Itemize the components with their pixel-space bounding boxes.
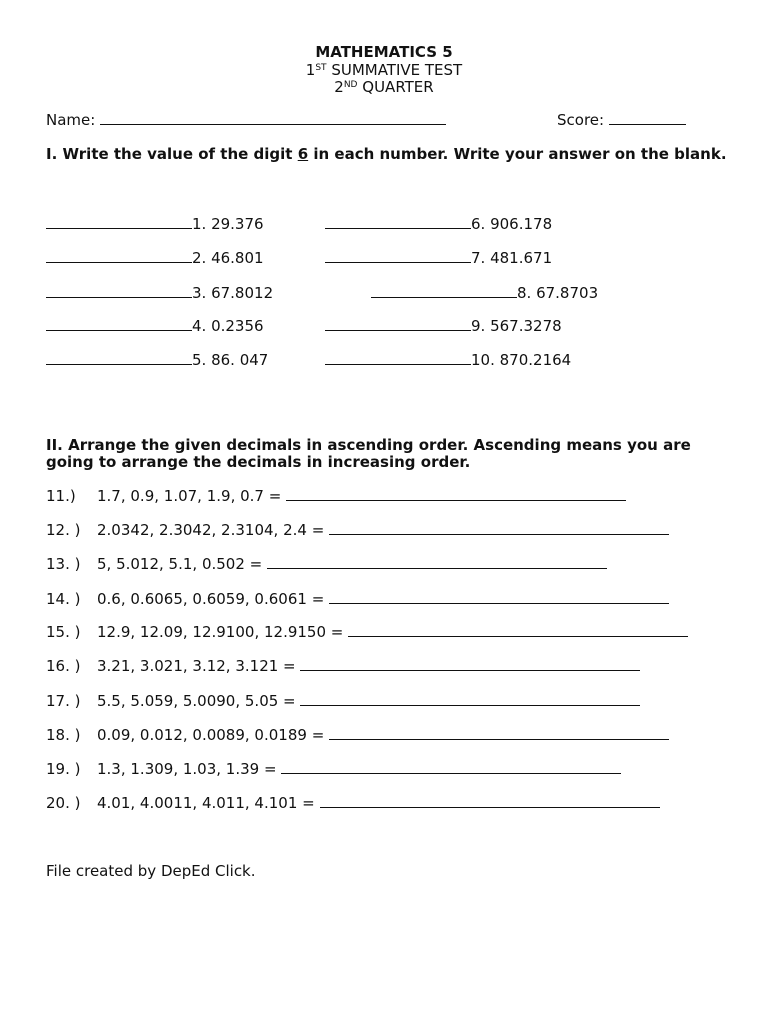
- answer-blank[interactable]: [300, 692, 640, 706]
- answer-blank[interactable]: [325, 351, 471, 365]
- part2-item[interactable]: 11.) 1.7, 0.9, 1.07, 1.9, 0.7 =: [46, 487, 626, 505]
- part2-item[interactable]: 18. ) 0.09, 0.012, 0.0089, 0.0189 =: [46, 726, 669, 744]
- target-digit: 6: [297, 145, 309, 163]
- part2-item[interactable]: 17. ) 5.5, 5.059, 5.0090, 5.05 =: [46, 692, 640, 710]
- answer-blank[interactable]: [348, 623, 688, 637]
- part1-instruction: I. Write the value of the digit 6 in each number. Write your answer on the blank.: [46, 145, 727, 163]
- part2-item[interactable]: 12. ) 2.0342, 2.3042, 2.3104, 2.4 =: [46, 521, 669, 539]
- part1-item[interactable]: 5. 86. 047: [46, 351, 268, 369]
- answer-blank[interactable]: [325, 215, 471, 229]
- answer-blank[interactable]: [325, 317, 471, 331]
- answer-blank[interactable]: [46, 351, 192, 365]
- part2-item[interactable]: 16. ) 3.21, 3.021, 3.12, 3.121 =: [46, 657, 640, 675]
- part1-item[interactable]: 6. 906.178: [325, 215, 552, 233]
- answer-blank[interactable]: [281, 760, 621, 774]
- part2-item[interactable]: 20. ) 4.01, 4.0011, 4.011, 4.101 =: [46, 794, 660, 812]
- name-field[interactable]: [46, 111, 446, 129]
- answer-blank[interactable]: [329, 590, 669, 604]
- part1-item[interactable]: 1. 29.376: [46, 215, 264, 233]
- answer-blank[interactable]: [46, 284, 192, 298]
- part1-item[interactable]: 10. 870.2164: [325, 351, 571, 369]
- part2-item[interactable]: 19. ) 1.3, 1.309, 1.03, 1.39 =: [46, 760, 621, 778]
- quarter-subtitle: 2ND QUARTER: [334, 78, 434, 96]
- part2-instruction: II. Arrange the given decimals in ascending order. Ascending means you are going to arrange the decimals in increasing order.: [46, 436, 691, 471]
- name-blank[interactable]: [100, 111, 446, 125]
- answer-blank[interactable]: [286, 487, 626, 501]
- page-title: MATHEMATICS 5: [315, 43, 453, 61]
- answer-blank[interactable]: [329, 726, 669, 740]
- part1-item[interactable]: 9. 567.3278: [325, 317, 562, 335]
- part1-item[interactable]: 4. 0.2356: [46, 317, 264, 335]
- footer-credit: File created by DepEd Click.: [46, 862, 256, 880]
- score-field[interactable]: [557, 111, 686, 129]
- answer-blank[interactable]: [320, 794, 660, 808]
- answer-blank[interactable]: [300, 657, 640, 671]
- score-blank[interactable]: [609, 111, 686, 125]
- part2-item[interactable]: 13. ) 5, 5.012, 5.1, 0.502 =: [46, 555, 607, 573]
- part1-item[interactable]: 2. 46.801: [46, 249, 264, 267]
- answer-blank[interactable]: [325, 249, 471, 263]
- part2-item[interactable]: 14. ) 0.6, 0.6065, 0.6059, 0.6061 =: [46, 590, 669, 608]
- name-label: Name:: [46, 111, 96, 129]
- part1-item[interactable]: 8. 67.8703: [371, 284, 598, 302]
- answer-blank[interactable]: [46, 215, 192, 229]
- answer-blank[interactable]: [46, 317, 192, 331]
- answer-blank[interactable]: [329, 521, 669, 535]
- part1-item[interactable]: 3. 67.8012: [46, 284, 273, 302]
- part1-item[interactable]: 7. 481.671: [325, 249, 552, 267]
- part2-item[interactable]: 15. ) 12.9, 12.09, 12.9100, 12.9150 =: [46, 623, 688, 641]
- answer-blank[interactable]: [371, 284, 517, 298]
- answer-blank[interactable]: [46, 249, 192, 263]
- test-subtitle: 1ST SUMMATIVE TEST: [305, 61, 463, 79]
- answer-blank[interactable]: [267, 555, 607, 569]
- score-label: Score:: [557, 111, 605, 129]
